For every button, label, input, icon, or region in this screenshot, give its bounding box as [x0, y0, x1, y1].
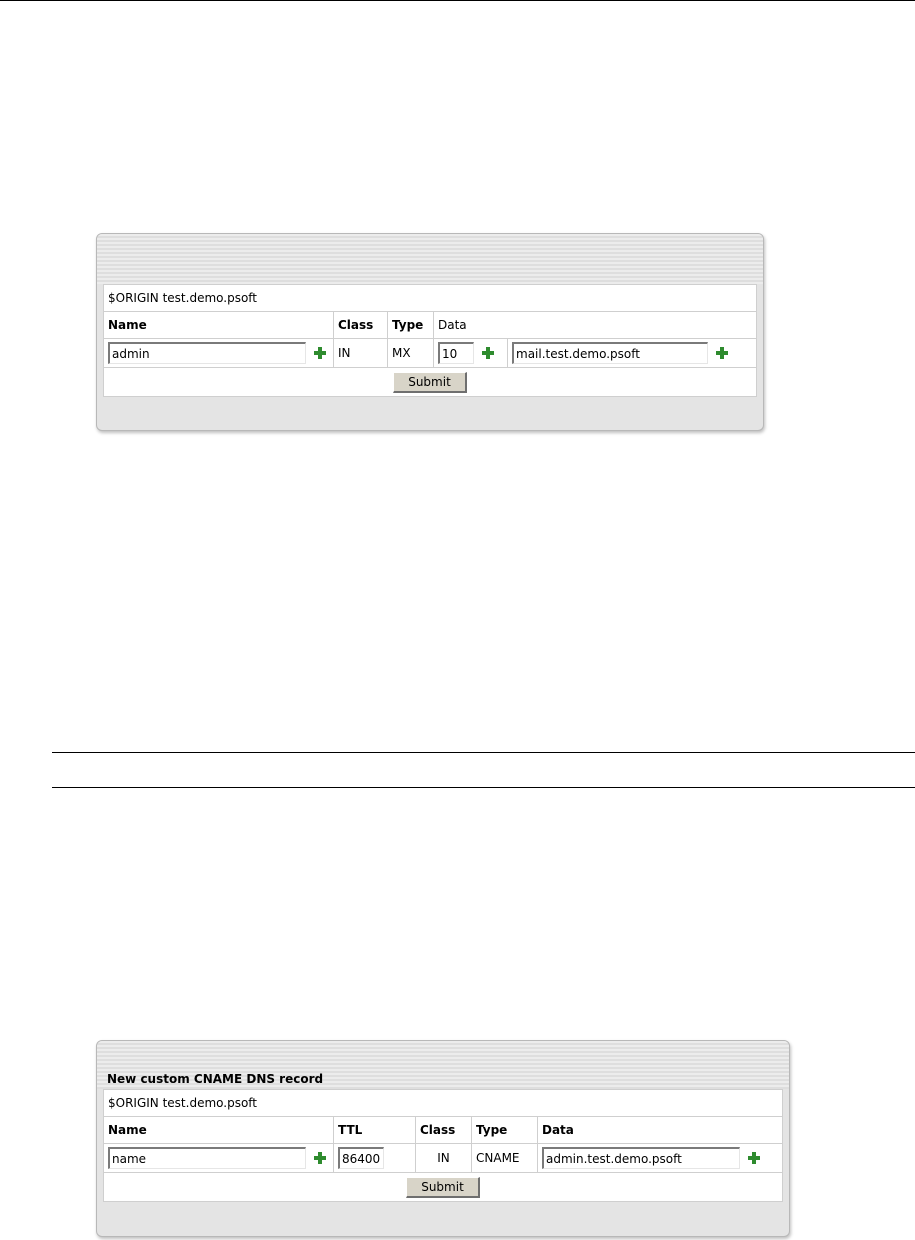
plus-icon[interactable]: [716, 347, 728, 359]
cname-ttl-cell: [334, 1144, 416, 1173]
cname-data-input[interactable]: admin.test.demo.psoft: [542, 1147, 740, 1169]
plus-icon[interactable]: [748, 1152, 760, 1164]
mx-priority-input[interactable]: 10: [438, 342, 474, 364]
separator-rule-lower: [52, 787, 915, 788]
mx-name-cell: [104, 339, 334, 368]
mx-header-data: Data: [434, 312, 757, 339]
cname-header-type: Type: [472, 1117, 538, 1144]
mx-header-class: Class: [334, 312, 388, 339]
plus-icon[interactable]: [314, 347, 326, 359]
mx-priority-cell: [434, 339, 508, 368]
cname-panel-title: New custom CNAME DNS record: [107, 1072, 324, 1086]
cname-panel-header: [97, 1041, 789, 1089]
cname-submit-button[interactable]: Submit: [406, 1177, 480, 1198]
separator-rule-upper: [52, 752, 915, 753]
cname-header-name: Name: [104, 1117, 334, 1144]
cname-origin-label: $ORIGIN test.demo.psoft: [104, 1090, 783, 1117]
cname-name-cell: [104, 1144, 334, 1173]
mx-data-input[interactable]: mail.test.demo.psoft: [512, 342, 708, 364]
cname-record-table: [103, 1089, 783, 1202]
mx-panel-header: [97, 234, 763, 284]
mx-class-value: IN: [334, 339, 388, 368]
cname-submit-cell: [104, 1173, 783, 1202]
cname-header-class: Class: [416, 1117, 472, 1144]
plus-icon[interactable]: [482, 347, 494, 359]
mx-record-table: [103, 284, 757, 397]
cname-header-data: Data: [538, 1117, 783, 1144]
mx-header-name: Name: [104, 312, 334, 339]
mx-submit-button[interactable]: Submit: [393, 372, 467, 393]
mx-type-value: MX: [388, 339, 434, 368]
cname-name-input[interactable]: name: [108, 1147, 306, 1169]
mx-header-type: Type: [388, 312, 434, 339]
top-rule: [0, 0, 915, 1]
cname-ttl-input[interactable]: 86400: [338, 1147, 384, 1169]
cname-type-value: CNAME: [472, 1144, 538, 1173]
mx-submit-cell: [104, 368, 757, 397]
cname-class-value: IN: [416, 1144, 472, 1173]
mx-data-cell: [508, 339, 757, 368]
cname-header-ttl: TTL: [334, 1117, 416, 1144]
cname-record-panel: [96, 1040, 790, 1237]
mx-origin-label: $ORIGIN test.demo.psoft: [104, 285, 757, 312]
plus-icon[interactable]: [314, 1152, 326, 1164]
cname-data-cell: [538, 1144, 783, 1173]
mx-name-input[interactable]: admin: [108, 342, 306, 364]
mx-record-panel: [96, 233, 764, 431]
